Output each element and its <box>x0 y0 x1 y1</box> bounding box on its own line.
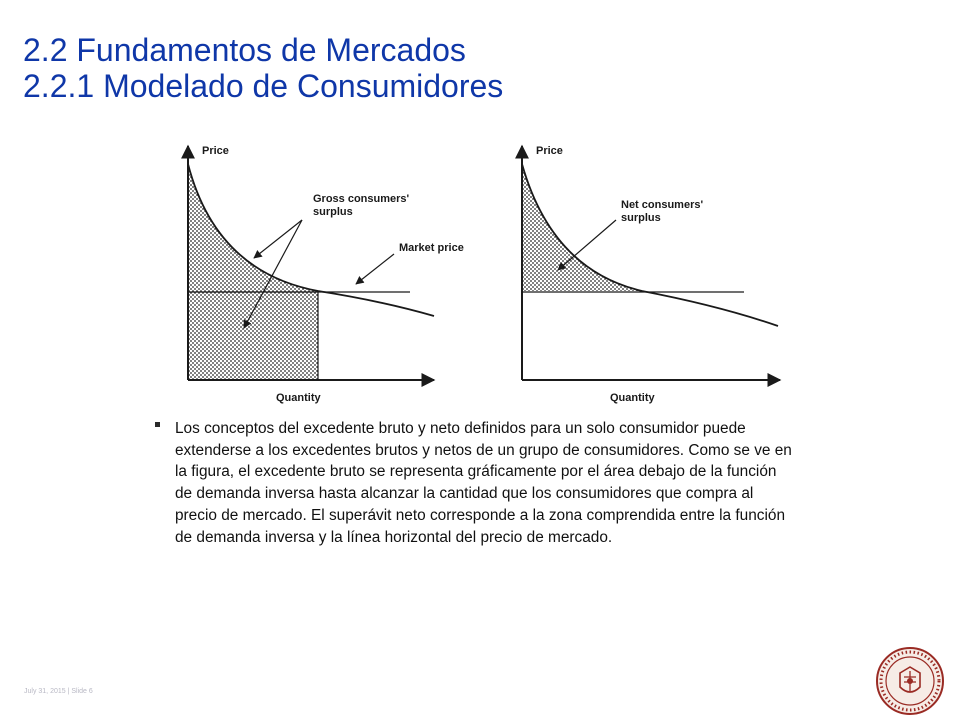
consumer-surplus-figure <box>172 134 792 414</box>
university-seal-icon <box>874 645 946 717</box>
gross-surplus-area <box>188 164 318 380</box>
market-price-arrow <box>356 254 394 284</box>
x-axis-label: Quantity <box>276 392 321 404</box>
x-axis-label: Quantity <box>610 392 655 404</box>
slide-title-block <box>23 32 503 104</box>
bullet-text: Los conceptos del excedente bruto y neto definidos para un solo consumidor puede extenderse a los excedentes brutos y netos de un grupo de consumidores. Como se ve en la figura, el excedente bruto se representa gráficamente por el área debajo de la función de demanda inversa hasta alcanzar la cantidad que los consumidores que compra al precio de mercado. El superávit neto corresponde a la zona comprendida entre la función de demanda inversa y la línea horizontal del precio de mercado. <box>175 420 792 546</box>
net-surplus-label-line2: surplus <box>621 212 661 224</box>
gross-surplus-arrow-upper <box>254 220 302 258</box>
slide-subtitle: 2.2.1 Modelado de Consumidores <box>23 68 504 104</box>
net-surplus-arrow <box>558 220 616 270</box>
gross-surplus-label-line2: surplus <box>313 206 353 218</box>
slide-title: 2.2 Fundamentos de Mercados <box>23 32 466 68</box>
net-surplus-label-line1: Net consumers' <box>621 199 704 211</box>
market-price-label: Market price <box>399 242 464 254</box>
gross-surplus-label-line1: Gross consumers' <box>313 193 410 205</box>
square-bullet-icon <box>155 422 160 427</box>
y-axis-label: Price <box>202 145 229 157</box>
bullet-item <box>155 418 795 548</box>
right-chart <box>522 145 780 404</box>
left-chart <box>188 145 464 404</box>
y-axis-label: Price <box>536 145 563 157</box>
net-surplus-area <box>522 164 642 291</box>
slide-footer: July 31, 2015 | Slide 6 <box>24 688 93 695</box>
